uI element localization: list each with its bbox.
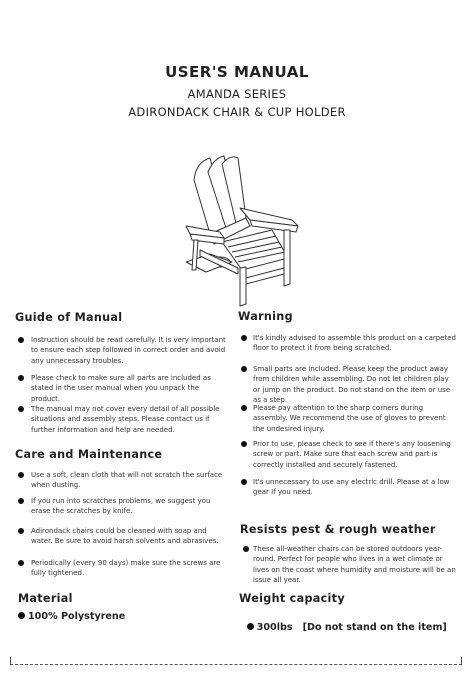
bullet-icon	[18, 560, 24, 566]
cut-line-right-tick	[461, 657, 463, 665]
list-item-text: It's kindly advised to assemble this product on a carpeted floor to protect it from being scratched.	[253, 334, 456, 353]
bullet-icon	[18, 375, 24, 381]
list-item-text: Periodically (every 90 days) make sure the screws are fully tightened.	[31, 559, 221, 578]
capacity-value: 300lbs [Do not stand on the item]	[256, 622, 447, 633]
list-item-text: Instruction should be read carefully. It is very important to ensure each step followed in correct order and avoid any unnecessary troubles.	[31, 336, 226, 365]
list-item-text: Use a soft, clean cloth that will not scratch the surface when dusting.	[31, 471, 223, 490]
material-value: 100% Polystyrene	[28, 611, 126, 622]
care-heading: Care and Maintenance	[15, 448, 163, 461]
list-item-text: Please pay attention to the sharp corners during assembly. We recommend the use of gloves to prevent the undesired injury.	[253, 404, 446, 433]
list-item-text: These all-weather chairs can be stored outdoors year-round. Perfect for people who lives in a wet climate or lives on the coast where humidity and moisture will be an issue all year.	[253, 545, 456, 584]
resist-heading: Resists pest & rough weather	[240, 523, 436, 536]
resist-list	[240, 544, 458, 584]
warning-heading: Warning	[238, 310, 293, 323]
list-item-text: Small parts are included. Please keep the product away from children while assembling. Do not let children play or jump on the product. Do not stand on the item or use as a step.	[253, 365, 451, 404]
bullet-icon	[18, 337, 24, 343]
bullet-icon	[18, 406, 24, 412]
cut-line	[10, 664, 462, 665]
list-item-text: The manual may not cover every detail of all possible situations and assembly steps. Please contact us if further information and help are needed.	[31, 405, 220, 434]
bullet-icon	[241, 479, 247, 485]
bullet-icon	[243, 546, 249, 552]
product-name: ADIRONDACK CHAIR & CUP HOLDER	[128, 105, 346, 119]
bullet-icon	[18, 472, 24, 478]
material-heading: Material	[18, 592, 73, 605]
bullet-icon	[18, 528, 24, 534]
material-value-row	[18, 611, 125, 622]
care-list	[15, 470, 230, 580]
guide-list	[15, 335, 230, 434]
bullet-icon	[241, 405, 247, 411]
list-item-text: Please check to make sure all parts are included as stated in the user manual when you unpack the product.	[31, 374, 211, 403]
list-item-text: It's unnecessary to use any electric drill. Please at a low gear If you need.	[253, 478, 450, 497]
adirondack-chair-illustration	[180, 150, 305, 308]
warning-list	[238, 333, 458, 498]
bullet-icon	[18, 612, 25, 619]
capacity-heading: Weight capacity	[239, 592, 345, 605]
list-item-text: If you run into scratches problems, we suggest you erase the scratches by knife.	[31, 497, 211, 516]
bullet-icon	[241, 335, 247, 341]
bullet-icon	[241, 366, 247, 372]
guide-heading: Guide of Manual	[15, 311, 123, 324]
bullet-icon	[241, 441, 247, 447]
list-item-text: Prior to use, please check to see if there's any loosening screw or part. Make sure that each screw and part is correctly installed and securely fastened.	[253, 440, 451, 469]
series-name: AMANDA SERIES	[187, 87, 287, 101]
manual-title: USER'S MANUAL	[165, 63, 309, 81]
bullet-icon	[247, 623, 254, 630]
list-item-text: Adirondack chairs could be cleaned with soap and water. Be sure to avoid harsh solvents and abrasives.	[31, 527, 219, 546]
capacity-value-row	[240, 611, 447, 633]
bullet-icon	[18, 498, 24, 504]
